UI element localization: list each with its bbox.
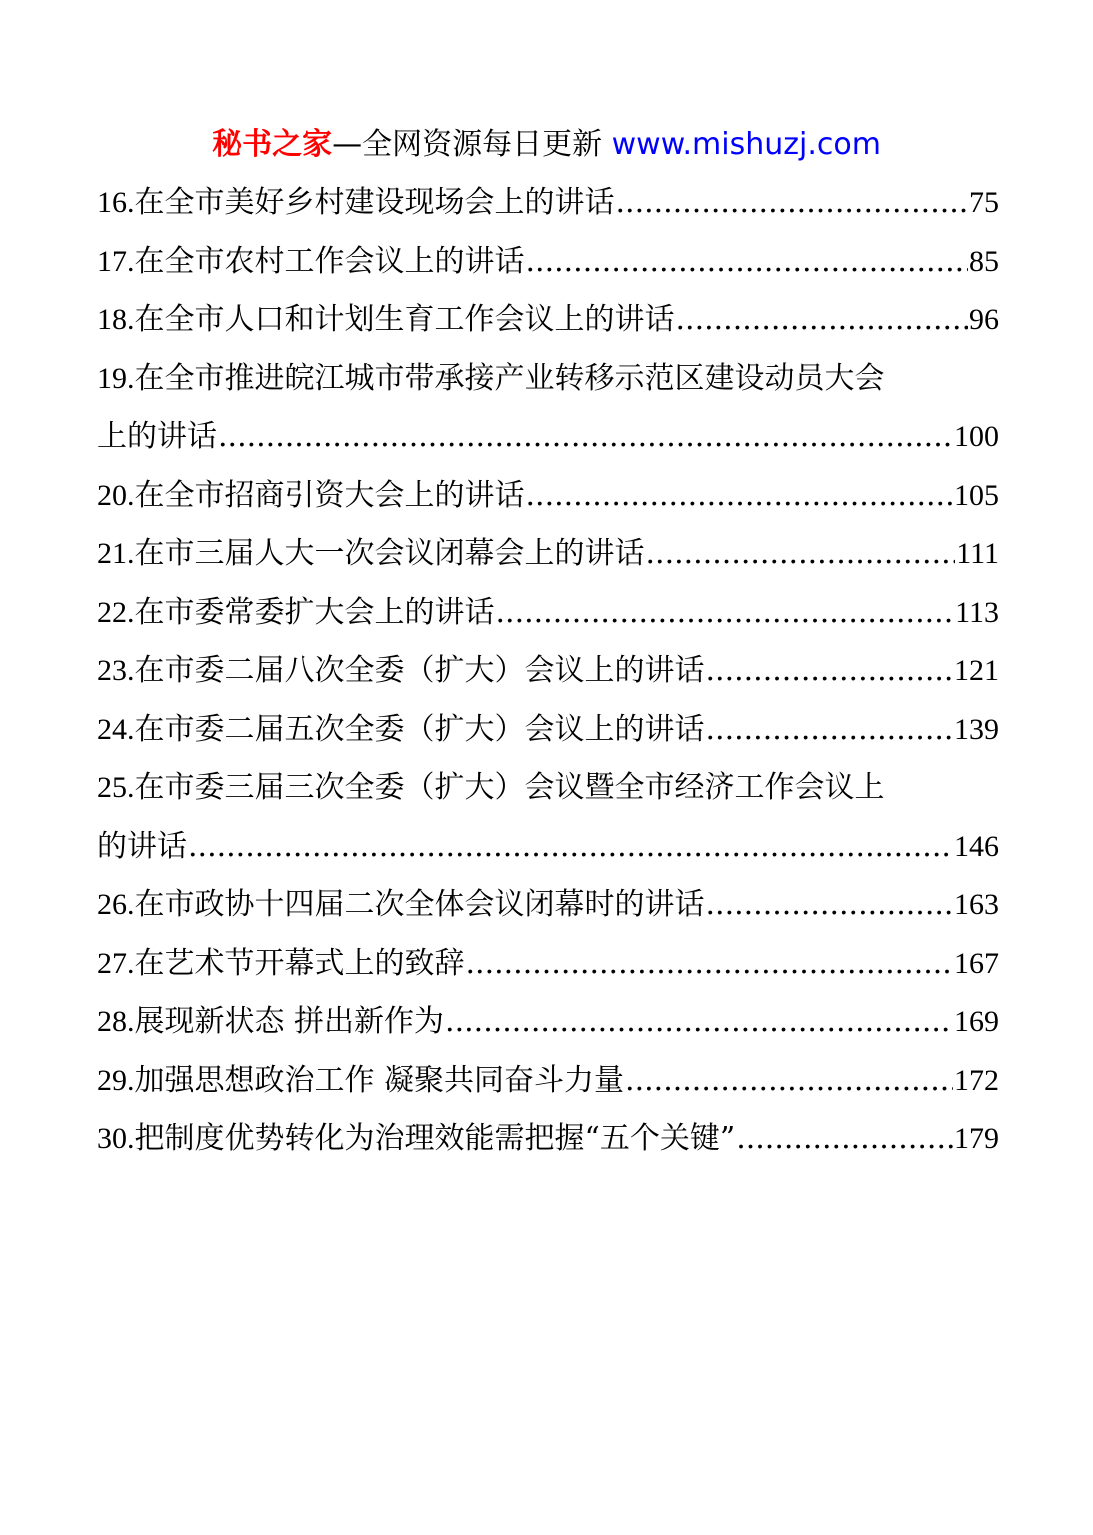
entry-title: 把制度优势转化为治理效能需把握“五个关键” <box>134 1121 736 1156</box>
leader-dots <box>625 1052 953 1111</box>
toc-entry-25-cont[interactable] <box>97 818 999 877</box>
toc-entry-23[interactable] <box>97 642 999 701</box>
entry-title: 在市三届人大一次会议闭幕会上的讲话 <box>134 536 645 571</box>
entry-title: 在市政协十四届二次全体会议闭幕时的讲话 <box>134 887 705 922</box>
leader-dots <box>496 584 955 643</box>
page-number: 96 <box>969 303 999 336</box>
toc-entry-25[interactable] <box>97 759 999 818</box>
entry-number: 26. <box>97 888 135 921</box>
entry-title: 在全市推进皖江城市带承接产业转移示范区建设动员大会 <box>134 360 885 396</box>
toc-entry-30[interactable] <box>97 1110 999 1169</box>
toc-entry-27[interactable] <box>97 935 999 994</box>
toc-entry-17[interactable] <box>97 233 999 292</box>
toc-entry-24[interactable] <box>97 701 999 760</box>
entry-number: 29. <box>97 1063 135 1097</box>
header-tagline: —全网资源每日更新 <box>332 127 612 162</box>
page-number: 179 <box>954 1122 999 1155</box>
entry-title: 在市委三届三次全委（扩大）会议暨全市经济工作会议上 <box>134 770 885 805</box>
entry-title: 展现新状态 拼出新作为 <box>134 1004 445 1039</box>
page-number: 139 <box>954 712 999 746</box>
toc-entry-19[interactable] <box>97 350 999 409</box>
leader-dots <box>218 408 953 467</box>
leader-dots <box>445 993 953 1052</box>
leader-dots <box>188 818 953 877</box>
entry-title: 在全市招商引资大会上的讲话 <box>134 477 525 513</box>
entry-title-continued: 的讲话 <box>97 828 187 864</box>
entry-number: 30. <box>97 1122 135 1155</box>
toc-entry-26[interactable] <box>97 876 999 935</box>
page-number: 111 <box>956 537 999 570</box>
entry-title: 在市委二届五次全委（扩大）会议上的讲话 <box>134 711 705 747</box>
entry-number: 22. <box>97 595 135 629</box>
entry-title: 在艺术节开幕式上的致辞 <box>134 945 465 981</box>
leader-dots <box>676 291 969 350</box>
entry-title: 在市委常委扩大会上的讲话 <box>134 594 495 630</box>
leader-dots <box>706 642 954 701</box>
entry-number: 25. <box>97 771 135 804</box>
entry-number: 27. <box>97 946 135 980</box>
entry-number: 21. <box>97 537 135 570</box>
leader-dots <box>526 467 954 526</box>
toc-entry-22[interactable] <box>97 584 999 643</box>
toc-entry-20[interactable] <box>97 467 999 526</box>
page-number: 113 <box>955 595 999 629</box>
page-number: 163 <box>954 888 999 921</box>
page-number: 75 <box>969 186 999 219</box>
page-number: 121 <box>954 654 999 687</box>
entry-number: 19. <box>97 361 135 395</box>
leader-dots <box>706 876 954 935</box>
entry-number: 24. <box>97 712 135 746</box>
page-number: 85 <box>969 244 999 278</box>
toc-entry-16[interactable] <box>97 174 999 233</box>
toc-entry-21[interactable] <box>97 525 999 584</box>
entry-number: 18. <box>97 303 135 336</box>
entry-number: 28. <box>97 1005 135 1038</box>
entry-number: 17. <box>97 244 135 278</box>
page-number: 172 <box>954 1063 999 1097</box>
entry-title: 在全市人口和计划生育工作会议上的讲话 <box>134 302 675 337</box>
entry-title: 加强思想政治工作 凝聚共同奋斗力量 <box>134 1062 625 1098</box>
page-number: 146 <box>954 829 999 863</box>
brand-name: 秘书之家 <box>212 127 333 162</box>
toc-entry-19-cont[interactable] <box>97 408 999 467</box>
toc-entry-29[interactable] <box>97 1052 999 1111</box>
site-url[interactable]: www.mishuzj.com <box>611 127 881 162</box>
page-number: 100 <box>954 420 999 453</box>
entry-number: 23. <box>97 654 135 687</box>
leader-dots <box>466 935 954 994</box>
leader-dots <box>646 525 956 584</box>
page-number: 169 <box>954 1005 999 1038</box>
page-number: 105 <box>954 478 999 512</box>
entry-title: 在全市农村工作会议上的讲话 <box>134 243 525 279</box>
leader-dots <box>706 701 954 760</box>
entry-number: 16. <box>97 186 135 219</box>
entry-title: 在全市美好乡村建设现场会上的讲话 <box>134 185 615 220</box>
leader-dots <box>736 1110 953 1169</box>
entry-number: 20. <box>97 478 135 512</box>
leader-dots <box>616 174 969 233</box>
entry-title: 在市委二届八次全委（扩大）会议上的讲话 <box>134 653 705 688</box>
toc-entry-28[interactable] <box>97 993 999 1052</box>
table-of-contents <box>97 174 999 1169</box>
page-header <box>0 124 1093 166</box>
page-number: 167 <box>954 946 999 980</box>
leader-dots <box>526 233 969 292</box>
entry-title-continued: 上的讲话 <box>97 419 217 454</box>
toc-entry-18[interactable] <box>97 291 999 350</box>
